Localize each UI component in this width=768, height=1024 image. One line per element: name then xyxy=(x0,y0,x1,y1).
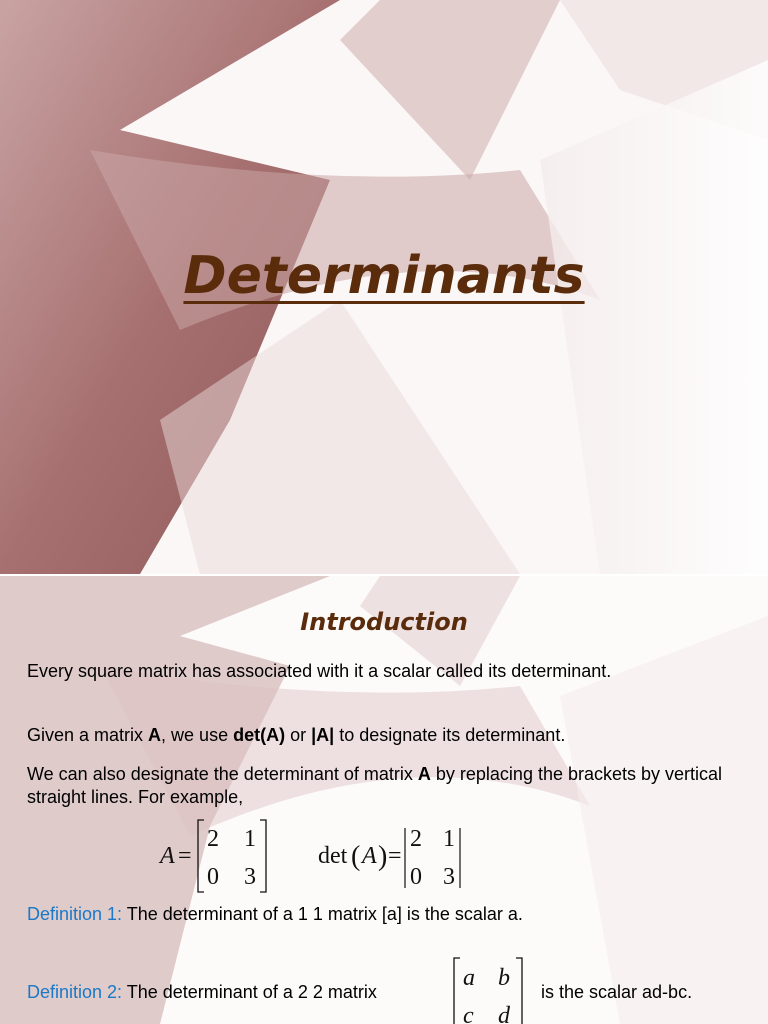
matrix-entry: 1 xyxy=(443,826,455,852)
matrix-entry: c xyxy=(463,1003,474,1024)
matrix-entry: a xyxy=(463,965,475,991)
definition-1-label: Definition 1: xyxy=(27,904,123,924)
matrix-entry: 3 xyxy=(443,864,455,890)
matrix-entry: 0 xyxy=(207,864,219,890)
matrix-entry: 2 xyxy=(410,826,422,852)
equals-sign: = xyxy=(388,843,402,869)
matrix-entry: 3 xyxy=(244,864,256,890)
det-argument: A xyxy=(362,843,377,869)
close-paren: ) xyxy=(378,841,388,872)
introduction-slide xyxy=(0,576,768,1024)
open-paren: ( xyxy=(351,841,361,872)
definition-1: Definition 1: The determinant of a 1 1 matrix [a] is the scalar a. xyxy=(27,904,523,924)
matrix-name: A xyxy=(160,843,175,869)
definition-2: Definition 2: The determinant of a 2 2 matrix xyxy=(27,982,377,1002)
section-heading: Introduction xyxy=(300,608,468,636)
matrix-entry: d xyxy=(498,1003,510,1024)
definition-2-tail: is the scalar ad-bc. xyxy=(541,982,693,1002)
vertical-lines-paragraph: We can also designate the determinant of matrix A by replacing the brackets by vertical straight lines. For example, xyxy=(27,764,723,807)
matrix-entry: b xyxy=(498,965,510,991)
notation-paragraph: Given a matrix A, we use det(A) or |A| to designate its determinant. xyxy=(27,725,566,745)
matrix-entry: 1 xyxy=(244,826,256,852)
definition-2-label: Definition 2: xyxy=(27,982,123,1002)
equals-sign: = xyxy=(178,843,192,869)
matrix-entry: 0 xyxy=(410,864,422,890)
slide-title: Determinants xyxy=(183,246,585,306)
matrix-entry: 2 xyxy=(207,826,219,852)
det-label: det xyxy=(318,843,348,869)
intro-paragraph: Every square matrix has associated with it a scalar called its determinant. xyxy=(27,661,612,681)
